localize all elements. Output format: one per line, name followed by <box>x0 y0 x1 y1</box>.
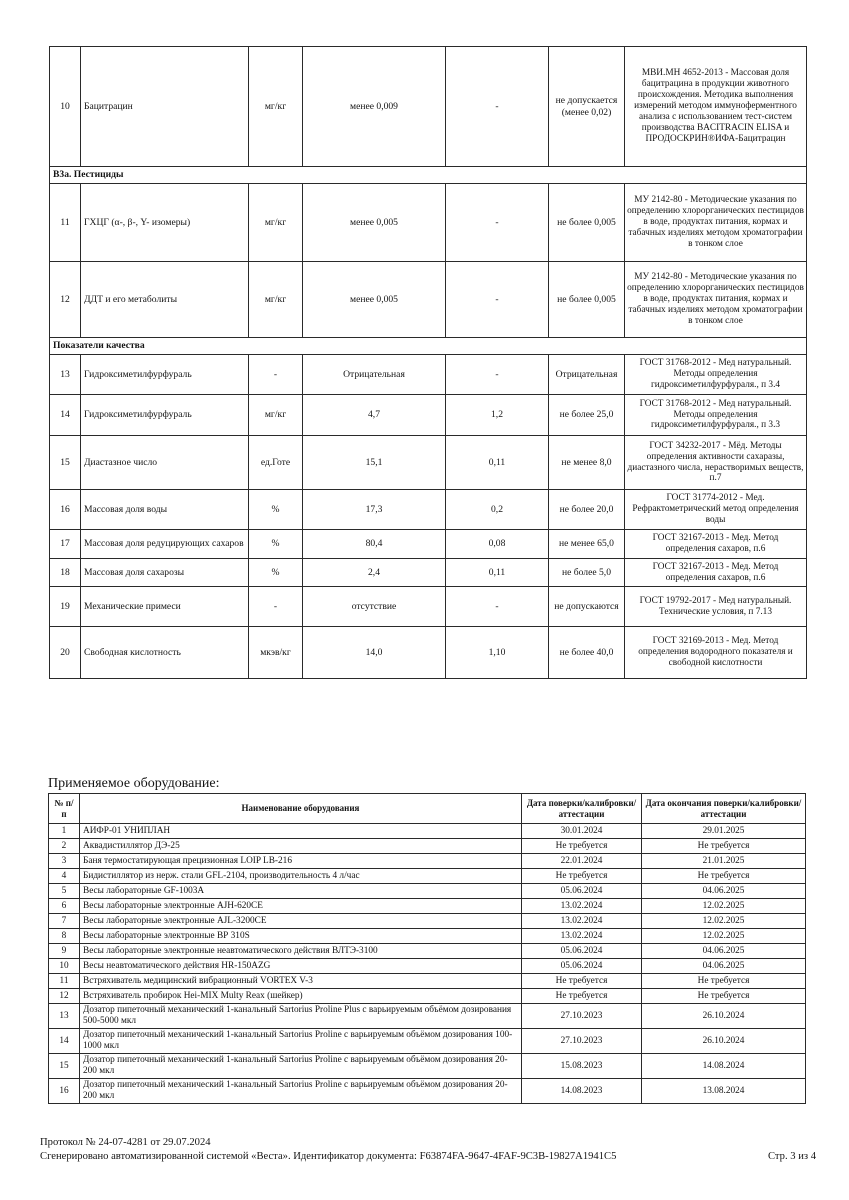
method-text: ГОСТ 19792-2017 - Мед натуральный. Технические условия, п 7.13 <box>625 587 807 627</box>
check-date: 13.02.2024 <box>522 899 642 914</box>
norm-value: не более 20,0 <box>549 490 625 530</box>
end-date: 21.01.2025 <box>642 854 806 869</box>
row-number: 10 <box>50 47 81 167</box>
error-value: 1,2 <box>446 395 549 436</box>
norm-value: не более 0,005 <box>549 184 625 262</box>
footer-row <box>40 1150 816 1164</box>
norm-value: не допускается (менее 0,02) <box>549 47 625 167</box>
row-number: 15 <box>50 436 81 490</box>
error-value: 1,10 <box>446 627 549 679</box>
equipment-name: Весы неавтоматического действия HR-150AZG <box>80 959 522 974</box>
table-row <box>50 587 807 627</box>
section-header <box>50 167 807 184</box>
table-row <box>50 559 807 587</box>
method-text: ГОСТ 34232-2017 - Мёд. Методы определения активности сахаразы, диастазного числа, нерастворимых веществ, п.7 <box>625 436 807 490</box>
page-number: Стр. 3 из 4 <box>767 1150 816 1162</box>
error-value: 0,08 <box>446 530 549 559</box>
end-date: 13.08.2024 <box>642 1079 806 1104</box>
result-value: отсутствие <box>303 587 446 627</box>
method-text: ГОСТ 32167-2013 - Мед. Метод определения сахаров, п.6 <box>625 530 807 559</box>
norm-value: не более 0,005 <box>549 262 625 338</box>
end-date: Не требуется <box>642 839 806 854</box>
norm-value: не менее 8,0 <box>549 436 625 490</box>
method-text: МУ 2142-80 - Методические указания по определению хлорорганических пестицидов в воде, продуктах питания, кормах и табачных изделиях методом хроматографии в тонком слое <box>625 184 807 262</box>
equipment-name: Встряхиватель пробирок Hei-MIX Multy Reax (шейкер) <box>80 989 522 1004</box>
equipment-name: Встряхиватель медицинский вибрационный VORTEX V-3 <box>80 974 522 989</box>
check-date: Не требуется <box>522 869 642 884</box>
error-value: - <box>446 355 549 395</box>
check-date: 27.10.2023 <box>522 1004 642 1029</box>
row-number: 9 <box>49 944 80 959</box>
norm-value: не менее 65,0 <box>549 530 625 559</box>
table-row <box>49 959 806 974</box>
row-number: 16 <box>50 490 81 530</box>
table-row <box>50 436 807 490</box>
unit: мг/кг <box>249 47 303 167</box>
result-value: 4,7 <box>303 395 446 436</box>
end-date: 04.06.2025 <box>642 944 806 959</box>
page-footer <box>40 1136 816 1164</box>
table-row <box>49 974 806 989</box>
check-date: 22.01.2024 <box>522 854 642 869</box>
check-date: 27.10.2023 <box>522 1029 642 1054</box>
result-value: 80,4 <box>303 530 446 559</box>
end-date: 04.06.2025 <box>642 959 806 974</box>
row-number: 2 <box>49 839 80 854</box>
check-date: 05.06.2024 <box>522 884 642 899</box>
result-value: 14,0 <box>303 627 446 679</box>
section-header <box>50 338 807 355</box>
equipment-name: Баня термостатирующая прецизионная LOIP LB-216 <box>80 854 522 869</box>
end-date: 26.10.2024 <box>642 1004 806 1029</box>
result-value: менее 0,009 <box>303 47 446 167</box>
table-row <box>49 1079 806 1104</box>
table-row <box>50 530 807 559</box>
result-value: менее 0,005 <box>303 184 446 262</box>
row-number: 8 <box>49 929 80 944</box>
table-row <box>49 1054 806 1079</box>
row-number: 11 <box>49 974 80 989</box>
results-table <box>49 46 807 679</box>
equipment-name: Дозатор пипеточный механический 1-канальный Sartorius Proline с варьируемым объёмом дозирования 100-1000 мкл <box>80 1029 522 1054</box>
error-value: 0,2 <box>446 490 549 530</box>
method-text: ГОСТ 31768-2012 - Мед натуральный. Методы определения гидроксиметилфурфураля., п 3.4 <box>625 355 807 395</box>
table-row <box>50 47 807 167</box>
table-row <box>49 944 806 959</box>
method-text: ГОСТ 31768-2012 - Мед натуральный. Методы определения гидроксиметилфурфураля., п 3.3 <box>625 395 807 436</box>
equipment-name: Дозатор пипеточный механический 1-канальный Sartorius Proline Plus с варьируемым объёмом дозирования 500-5000 мкл <box>80 1004 522 1029</box>
unit: мг/кг <box>249 262 303 338</box>
norm-value: не более 5,0 <box>549 559 625 587</box>
equipment-name: Весы лабораторные электронные неавтоматического действия ВЛТЭ-3100 <box>80 944 522 959</box>
equipment-name: Дозатор пипеточный механический 1-канальный Sartorius Proline с варьируемым объёмом дозирования 20-200 мкл <box>80 1079 522 1104</box>
end-date: 04.06.2025 <box>642 884 806 899</box>
row-number: 6 <box>49 899 80 914</box>
equipment-name: АИФР-01 УНИПЛАН <box>80 824 522 839</box>
table-row <box>49 929 806 944</box>
result-value: Отрицательная <box>303 355 446 395</box>
indicator-name: ДДТ и его метаболиты <box>81 262 249 338</box>
equipment-name: Весы лабораторные GF-1003A <box>80 884 522 899</box>
equipment-title: Применяемое оборудование: <box>48 776 220 791</box>
unit: мкэв/кг <box>249 627 303 679</box>
unit: мг/кг <box>249 395 303 436</box>
row-number: 11 <box>50 184 81 262</box>
table-row <box>50 395 807 436</box>
row-number: 19 <box>50 587 81 627</box>
check-date: 30.01.2024 <box>522 824 642 839</box>
indicator-name: Гидроксиметилфурфураль <box>81 355 249 395</box>
row-number: 5 <box>49 884 80 899</box>
row-number: 10 <box>49 959 80 974</box>
table-row <box>50 490 807 530</box>
equipment-header-row <box>49 794 806 824</box>
end-date: 12.02.2025 <box>642 899 806 914</box>
unit: - <box>249 355 303 395</box>
row-number: 3 <box>49 854 80 869</box>
header-name: Наименование оборудования <box>80 794 522 824</box>
result-value: 15,1 <box>303 436 446 490</box>
check-date: 05.06.2024 <box>522 959 642 974</box>
end-date: 26.10.2024 <box>642 1029 806 1054</box>
check-date: 05.06.2024 <box>522 944 642 959</box>
method-text: ГОСТ 32167-2013 - Мед. Метод определения сахаров, п.6 <box>625 559 807 587</box>
protocol-number: Протокол № 24-07-4281 от 29.07.2024 <box>40 1137 211 1148</box>
generated-by: Сгенерировано автоматизированной системой «Веста». Идентификатор документа: F63874FA-9647-4FAF-9C3B-19827A1941C5 <box>40 1150 617 1162</box>
method-text: ГОСТ 31774-2012 - Мед. Рефрактометрический метод определения воды <box>625 490 807 530</box>
table-row <box>50 184 807 262</box>
norm-value: Отрицательная <box>549 355 625 395</box>
indicator-name: ГХЦГ (α-, β-, Y- изомеры) <box>81 184 249 262</box>
row-number: 16 <box>49 1079 80 1104</box>
method-text: МУ 2142-80 - Методические указания по определению хлорорганических пестицидов в воде, продуктах питания, кормах и табачных изделиях методом хроматографии в тонком слое <box>625 262 807 338</box>
end-date: Не требуется <box>642 869 806 884</box>
check-date: Не требуется <box>522 839 642 854</box>
table-row <box>50 262 807 338</box>
end-date: 12.02.2025 <box>642 929 806 944</box>
result-value: 2,4 <box>303 559 446 587</box>
table-row <box>49 839 806 854</box>
header-num: № п/п <box>49 794 80 824</box>
table-row <box>49 884 806 899</box>
row-number: 18 <box>50 559 81 587</box>
error-value: - <box>446 47 549 167</box>
indicator-name: Гидроксиметилфурфураль <box>81 395 249 436</box>
row-number: 17 <box>50 530 81 559</box>
end-date: Не требуется <box>642 989 806 1004</box>
error-value: 0,11 <box>446 559 549 587</box>
header-date: Дата поверки/калибровки/аттестации <box>522 794 642 824</box>
result-value: 17,3 <box>303 490 446 530</box>
section-title-pesticides: В3а. Пестициды <box>50 167 807 184</box>
row-number: 1 <box>49 824 80 839</box>
equipment-name: Весы лабораторные электронные AJH-620CE <box>80 899 522 914</box>
row-number: 12 <box>50 262 81 338</box>
table-row <box>49 854 806 869</box>
norm-value: не более 25,0 <box>549 395 625 436</box>
indicator-name: Диастазное число <box>81 436 249 490</box>
end-date: Не требуется <box>642 974 806 989</box>
row-number: 4 <box>49 869 80 884</box>
table-row <box>49 1004 806 1029</box>
error-value: - <box>446 184 549 262</box>
table-row <box>50 355 807 395</box>
method-text: МВИ.МН 4652-2013 - Массовая доля бацитрацина в продукции животного происхождения. Методика выполнения измерений методом иммуноферментного анализа с использованием тест-систем производства BACITRACIN ELISA и ПРОДОСКРИН®ИФА-Бацитрацин <box>625 47 807 167</box>
check-date: 13.02.2024 <box>522 929 642 944</box>
row-number: 14 <box>49 1029 80 1054</box>
unit: % <box>249 490 303 530</box>
method-text: ГОСТ 32169-2013 - Мед. Метод определения водородного показателя и свободной кислотности <box>625 627 807 679</box>
error-value: - <box>446 262 549 338</box>
equipment-name: Весы лабораторные электронные AJL-3200CE <box>80 914 522 929</box>
end-date: 12.02.2025 <box>642 914 806 929</box>
table-row <box>49 824 806 839</box>
norm-value: не более 40,0 <box>549 627 625 679</box>
unit: мг/кг <box>249 184 303 262</box>
table-row <box>49 989 806 1004</box>
result-value: менее 0,005 <box>303 262 446 338</box>
equipment-table <box>48 793 806 1104</box>
table-row <box>49 914 806 929</box>
indicator-name: Массовая доля воды <box>81 490 249 530</box>
equipment-name: Весы лабораторные электронные ВР 310S <box>80 929 522 944</box>
unit: ед.Готе <box>249 436 303 490</box>
equipment-name: Дозатор пипеточный механический 1-канальный Sartorius Proline с варьируемым объёмом дозирования 20-200 мкл <box>80 1054 522 1079</box>
check-date: Не требуется <box>522 974 642 989</box>
row-number: 20 <box>50 627 81 679</box>
check-date: 14.08.2023 <box>522 1079 642 1104</box>
check-date: Не требуется <box>522 989 642 1004</box>
error-value: - <box>446 587 549 627</box>
check-date: 13.02.2024 <box>522 914 642 929</box>
equipment-name: Аквадистиллятор ДЭ-25 <box>80 839 522 854</box>
row-number: 7 <box>49 914 80 929</box>
end-date: 14.08.2024 <box>642 1054 806 1079</box>
unit: % <box>249 530 303 559</box>
end-date: 29.01.2025 <box>642 824 806 839</box>
row-number: 13 <box>49 1004 80 1029</box>
table-row <box>49 869 806 884</box>
row-number: 13 <box>50 355 81 395</box>
indicator-name: Механические примеси <box>81 587 249 627</box>
equipment-name: Бидистиллятор из нерж. стали GFL-2104, производительность 4 л/час <box>80 869 522 884</box>
row-number: 15 <box>49 1054 80 1079</box>
indicator-name: Свободная кислотность <box>81 627 249 679</box>
table-row <box>50 627 807 679</box>
table-row <box>49 1029 806 1054</box>
row-number: 12 <box>49 989 80 1004</box>
section-title-quality: Показатели качества <box>50 338 807 355</box>
row-number: 14 <box>50 395 81 436</box>
indicator-name: Массовая доля сахарозы <box>81 559 249 587</box>
unit: - <box>249 587 303 627</box>
table-row <box>49 899 806 914</box>
error-value: 0,11 <box>446 436 549 490</box>
check-date: 15.08.2023 <box>522 1054 642 1079</box>
unit: % <box>249 559 303 587</box>
norm-value: не допускаются <box>549 587 625 627</box>
header-end-date: Дата окончания поверки/калибровки/аттестации <box>642 794 806 824</box>
indicator-name: Бацитрацин <box>81 47 249 167</box>
indicator-name: Массовая доля редуцирующих сахаров <box>81 530 249 559</box>
